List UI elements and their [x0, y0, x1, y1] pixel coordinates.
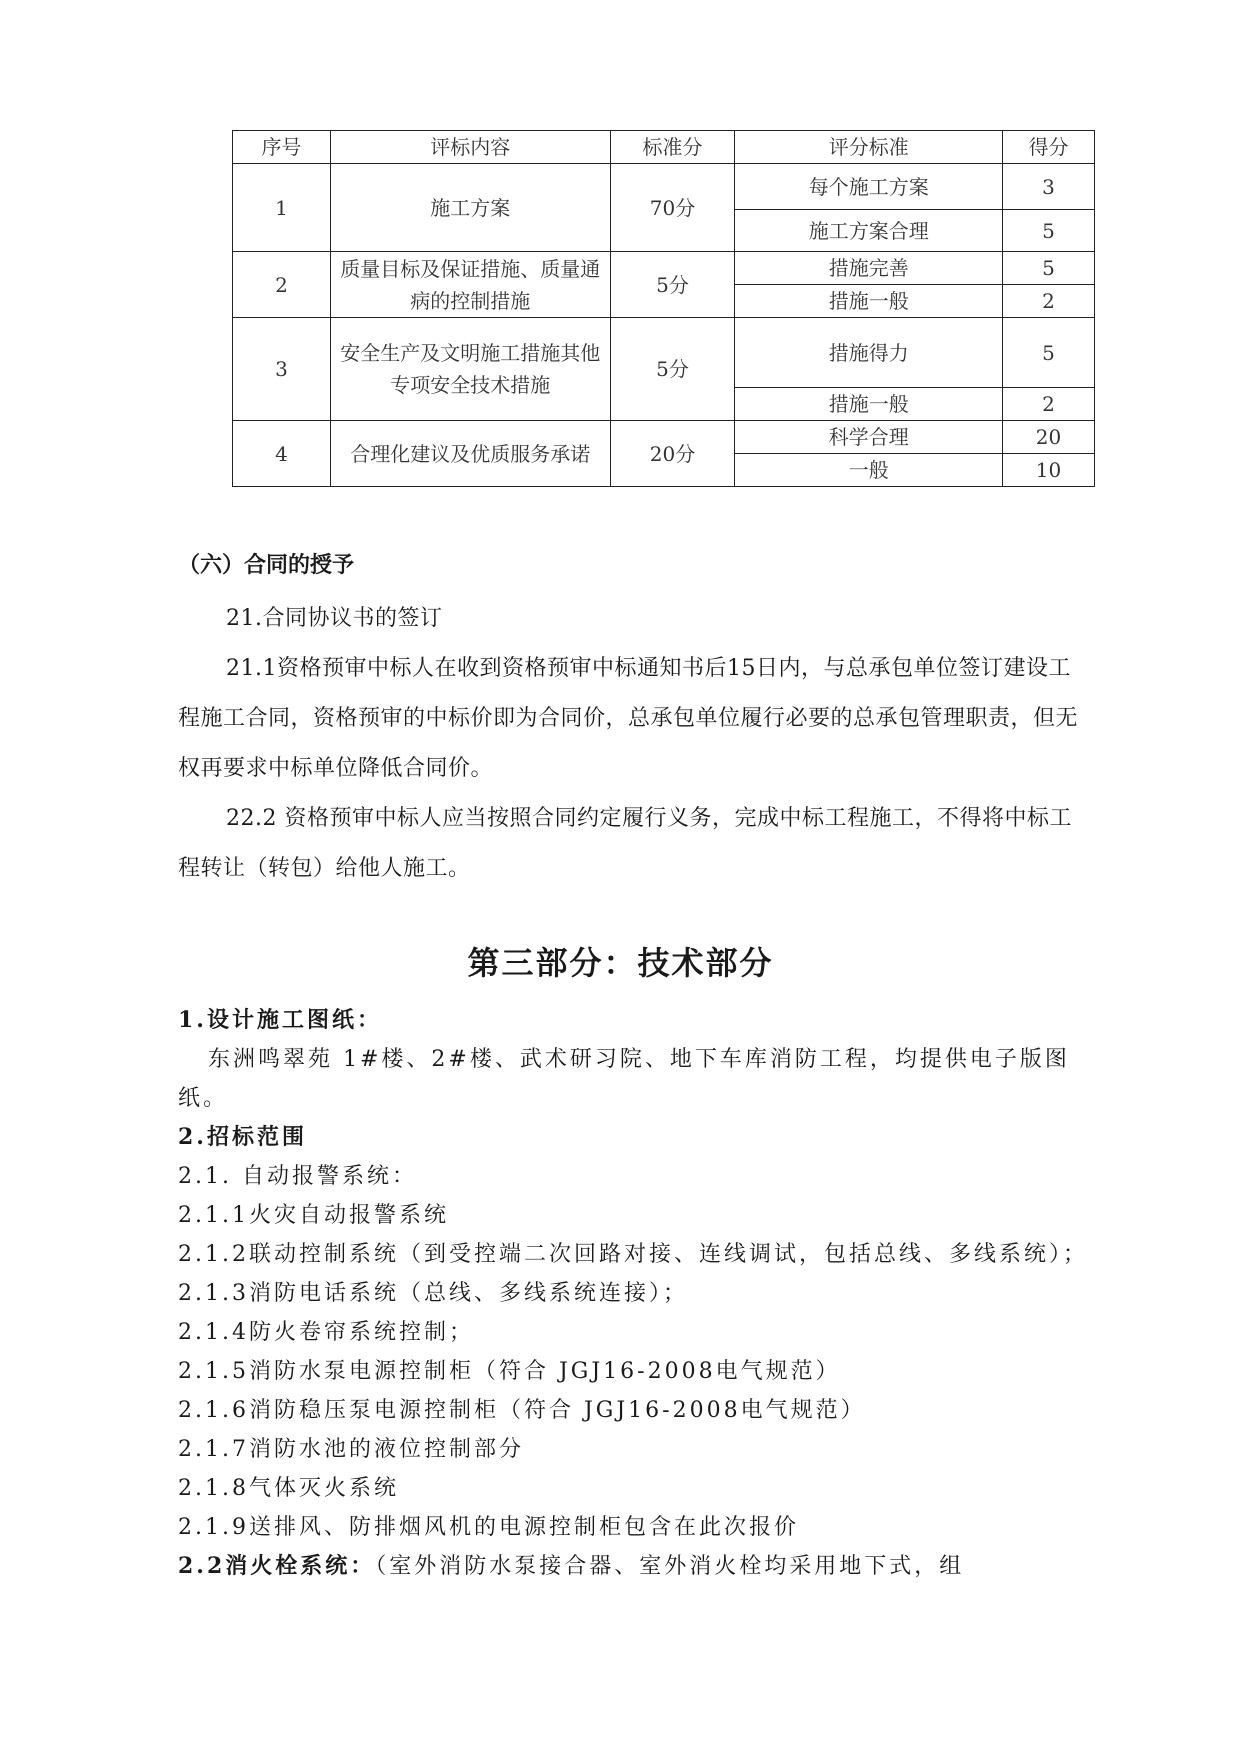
paragraph: 21.1资格预审中标人在收到资格预审中标通知书后15日内，与总承包单位签订建设工程施工合同，资格预审的中标价即为合同价，总承包单位履行必要的总承包管理职责，但无权再要求中标单位降低合同价。	[178, 656, 1079, 781]
part-title: 第三部分：技术部分	[467, 944, 774, 982]
row-std: 20分	[610, 421, 735, 487]
criteria-label: 施工方案合理	[735, 210, 1003, 252]
criteria-label: 措施完善	[735, 252, 1003, 285]
row-content: 施工方案	[330, 164, 610, 252]
criteria-score: 5	[1003, 318, 1095, 388]
technical-section	[178, 1001, 1088, 1586]
list-item: 2.1. 自动报警系统：	[178, 1164, 417, 1189]
row-no: 1	[233, 164, 331, 252]
criteria-label: 科学合理	[735, 421, 1003, 454]
header-criteria: 评分标准	[735, 131, 1003, 164]
criteria-label: 措施得力	[735, 318, 1003, 388]
table-row	[233, 318, 1095, 388]
criteria-label: 每个施工方案	[735, 164, 1003, 210]
header-std: 标准分	[610, 131, 735, 164]
criteria-score: 2	[1003, 388, 1095, 421]
list-item: 2.1.5消防水泵电源控制柜（符合 JGJ16-2008电气规范）	[178, 1359, 841, 1384]
row-no: 2	[233, 252, 331, 318]
criteria-score: 10	[1003, 454, 1095, 487]
row-content: 质量目标及保证措施、质量通病的控制措施	[330, 252, 610, 318]
paragraph: 22.2 资格预审中标人应当按照合同约定履行义务，完成中标工程施工，不得将中标工程转让（转包）给他人施工。	[178, 806, 1072, 881]
list-item-text: （室外消防水泵接合器、室外消火栓均采用地下式，组	[375, 1554, 965, 1579]
criteria-score: 5	[1003, 210, 1095, 252]
list-item: 2.1.9送排风、防排烟风机的电源控制柜包含在此次报价	[178, 1515, 799, 1540]
row-std: 5分	[610, 252, 735, 318]
heading-drawings: 1.设计施工图纸：	[178, 1007, 382, 1033]
criteria-score: 2	[1003, 285, 1095, 318]
criteria-score: 3	[1003, 164, 1095, 210]
row-no: 4	[233, 421, 331, 487]
list-item: 2.1.7消防水池的液位控制部分	[178, 1437, 524, 1462]
list-item: 2.1.3消防电话系统（总线、多线系统连接）；	[178, 1281, 688, 1306]
list-item	[178, 1547, 1088, 1586]
list-item: 2.1.4防火卷帘系统控制；	[178, 1320, 474, 1345]
criteria-label: 措施一般	[735, 285, 1003, 318]
heading-scope: 2.招标范围	[178, 1124, 307, 1150]
table-row	[233, 164, 1095, 210]
table-row	[233, 252, 1095, 285]
header-no: 序号	[233, 131, 331, 164]
row-std: 70分	[610, 164, 735, 252]
criteria-score: 5	[1003, 252, 1095, 285]
paragraph: 东洲鸣翠苑 1#楼、2#楼、武术研习院、地下车库消防工程，均提供电子版图纸。	[178, 1047, 1070, 1111]
header-score: 得分	[1003, 131, 1095, 164]
criteria-label: 一般	[735, 454, 1003, 487]
list-item: 2.1.6消防稳压泵电源控制柜（符合 JGJ16-2008电气规范）	[178, 1398, 866, 1423]
paragraph: 21.合同协议书的签订	[226, 606, 443, 631]
list-item-bold-label: 2.2消火栓系统：	[178, 1553, 376, 1579]
criteria-label: 措施一般	[735, 388, 1003, 421]
section-heading: （六）合同的授予	[178, 552, 355, 578]
list-item: 2.1.1火灾自动报警系统	[178, 1203, 449, 1228]
row-content: 安全生产及文明施工措施其他专项安全技术措施	[330, 318, 610, 421]
table-row	[233, 421, 1095, 454]
criteria-score: 20	[1003, 421, 1095, 454]
list-item: 2.1.8气体灭火系统	[178, 1476, 399, 1501]
row-content: 合理化建议及优质服务承诺	[330, 421, 610, 487]
table-header-row	[233, 131, 1095, 164]
row-no: 3	[233, 318, 331, 421]
row-std: 5分	[610, 318, 735, 421]
scoring-table	[232, 130, 1095, 487]
list-item: 2.1.2联动控制系统（到受控端二次回路对接、连线调试，包括总线、多线系统）；	[178, 1242, 1088, 1267]
header-content: 评标内容	[330, 131, 610, 164]
